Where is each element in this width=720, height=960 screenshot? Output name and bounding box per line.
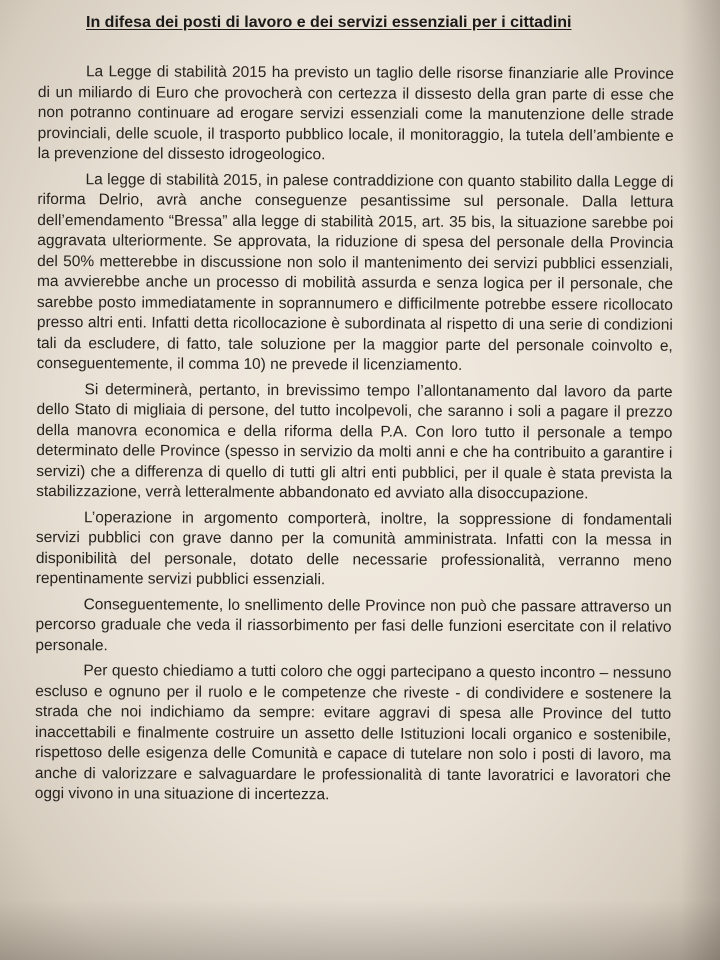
paragraph-4: L’operazione in argomento comporterà, inoltre, la soppressione di fondamentali servizi pubblici con grave danno per la comunità amministrata. Infatti con la messa in disponibilità del personale, dotato delle necessarie professionalità, verranno meno repentinamente servizi pubblici essenziali.	[35, 508, 673, 589]
document-body	[35, 62, 674, 812]
paragraph-2: La legge di stabilità 2015, in palese contraddizione con quanto stabilito dalla Legge di riforma Delrio, avrà anche conseguenze pesantissime sul personale. Dalla lettura dell’emendamento “Bressa” alla legge di stabilità 2015, art. 35 bis, la situazione sarebbe poi aggravata ulteriormente. Se approvata, la riduzione di spesa del personale della Provincia del 50% metterebbe in discussione non solo il mantenimento dei servizi pubblici essenziali, ma avvierebbe anche un processo di mobilità assurda e senza logica per il personale, che sarebbe posto immediatamente in soprannumero e difficilmente potrebbe essere ricollocato presso altri enti. Infatti detta ricollocazione è subordinata al rispetto di una serie di condizioni tali da escludere, di fatto, tale soluzione per la maggior parte del personale coinvolto e, conseguentemente, il comma 10) ne prevede il licenziamento.	[36, 170, 674, 374]
paragraph-5: Conseguentemente, lo snellimento delle Province non può che passare attraverso un percorso graduale che veda il riassorbimento per fasi delle funzioni esercitate con il relativo personale.	[35, 595, 672, 654]
document-title: In difesa dei posti di lavoro e dei servizi essenziali per i cittadini	[86, 14, 572, 31]
paragraph-6: Per questo chiediamo a tutti coloro che oggi partecipano a questo incontro – nessuno escluso e ognuno per il ruolo e le competenze che riveste - di condividere e sostenere la strada che noi indichiamo da sempre: evitare aggravi di spesa alle Province del tutto inaccettabili e finalmente costruire un assetto delle Istituzioni locali organico e sostenibile, rispettoso delle esigenza delle Comunità e capace di tutelare non solo i posti di lavoro, ma anche di valorizzare e salvaguardare le professionalità di tante lavoratrici e lavoratori che oggi vivono in una situazione di incertezza.	[34, 662, 672, 804]
page-shadow-right	[680, 0, 720, 960]
paragraph-1: La Legge di stabilità 2015 ha previsto un taglio delle risorse finanziarie alle Province di un miliardo di Euro che provocherà con certezza il dissesto della gran parte di esse che non potranno continuare ad erogare servizi essenziali come la manutenzione delle strade provinciali, delle scuole, il trasporto pubblico locale, il monitoraggio, la tutela dell’ambiente e la prevenzione del dissesto idrogeologico.	[37, 63, 674, 164]
page-shadow-bottom	[0, 900, 720, 960]
paragraph-3: Si determinerà, pertanto, in brevissimo tempo l’allontanamento dal lavoro da parte dello Stato di migliaia di persone, del tutto incolpevoli, che saranno i soli a pagare il prezzo della manovra economica e della riforma della P.A. Con loro tutto il personale a tempo determinato delle Province (spesso in servizio da molti anni e che ha contribuito a garantire i servizi) che a differenza di quello di tutti gli altri enti pubblici, per il quale è stata prevista la stabilizzazione, verrà letteralmente abbandonato ed avviato alla disoccupazione.	[36, 380, 673, 503]
